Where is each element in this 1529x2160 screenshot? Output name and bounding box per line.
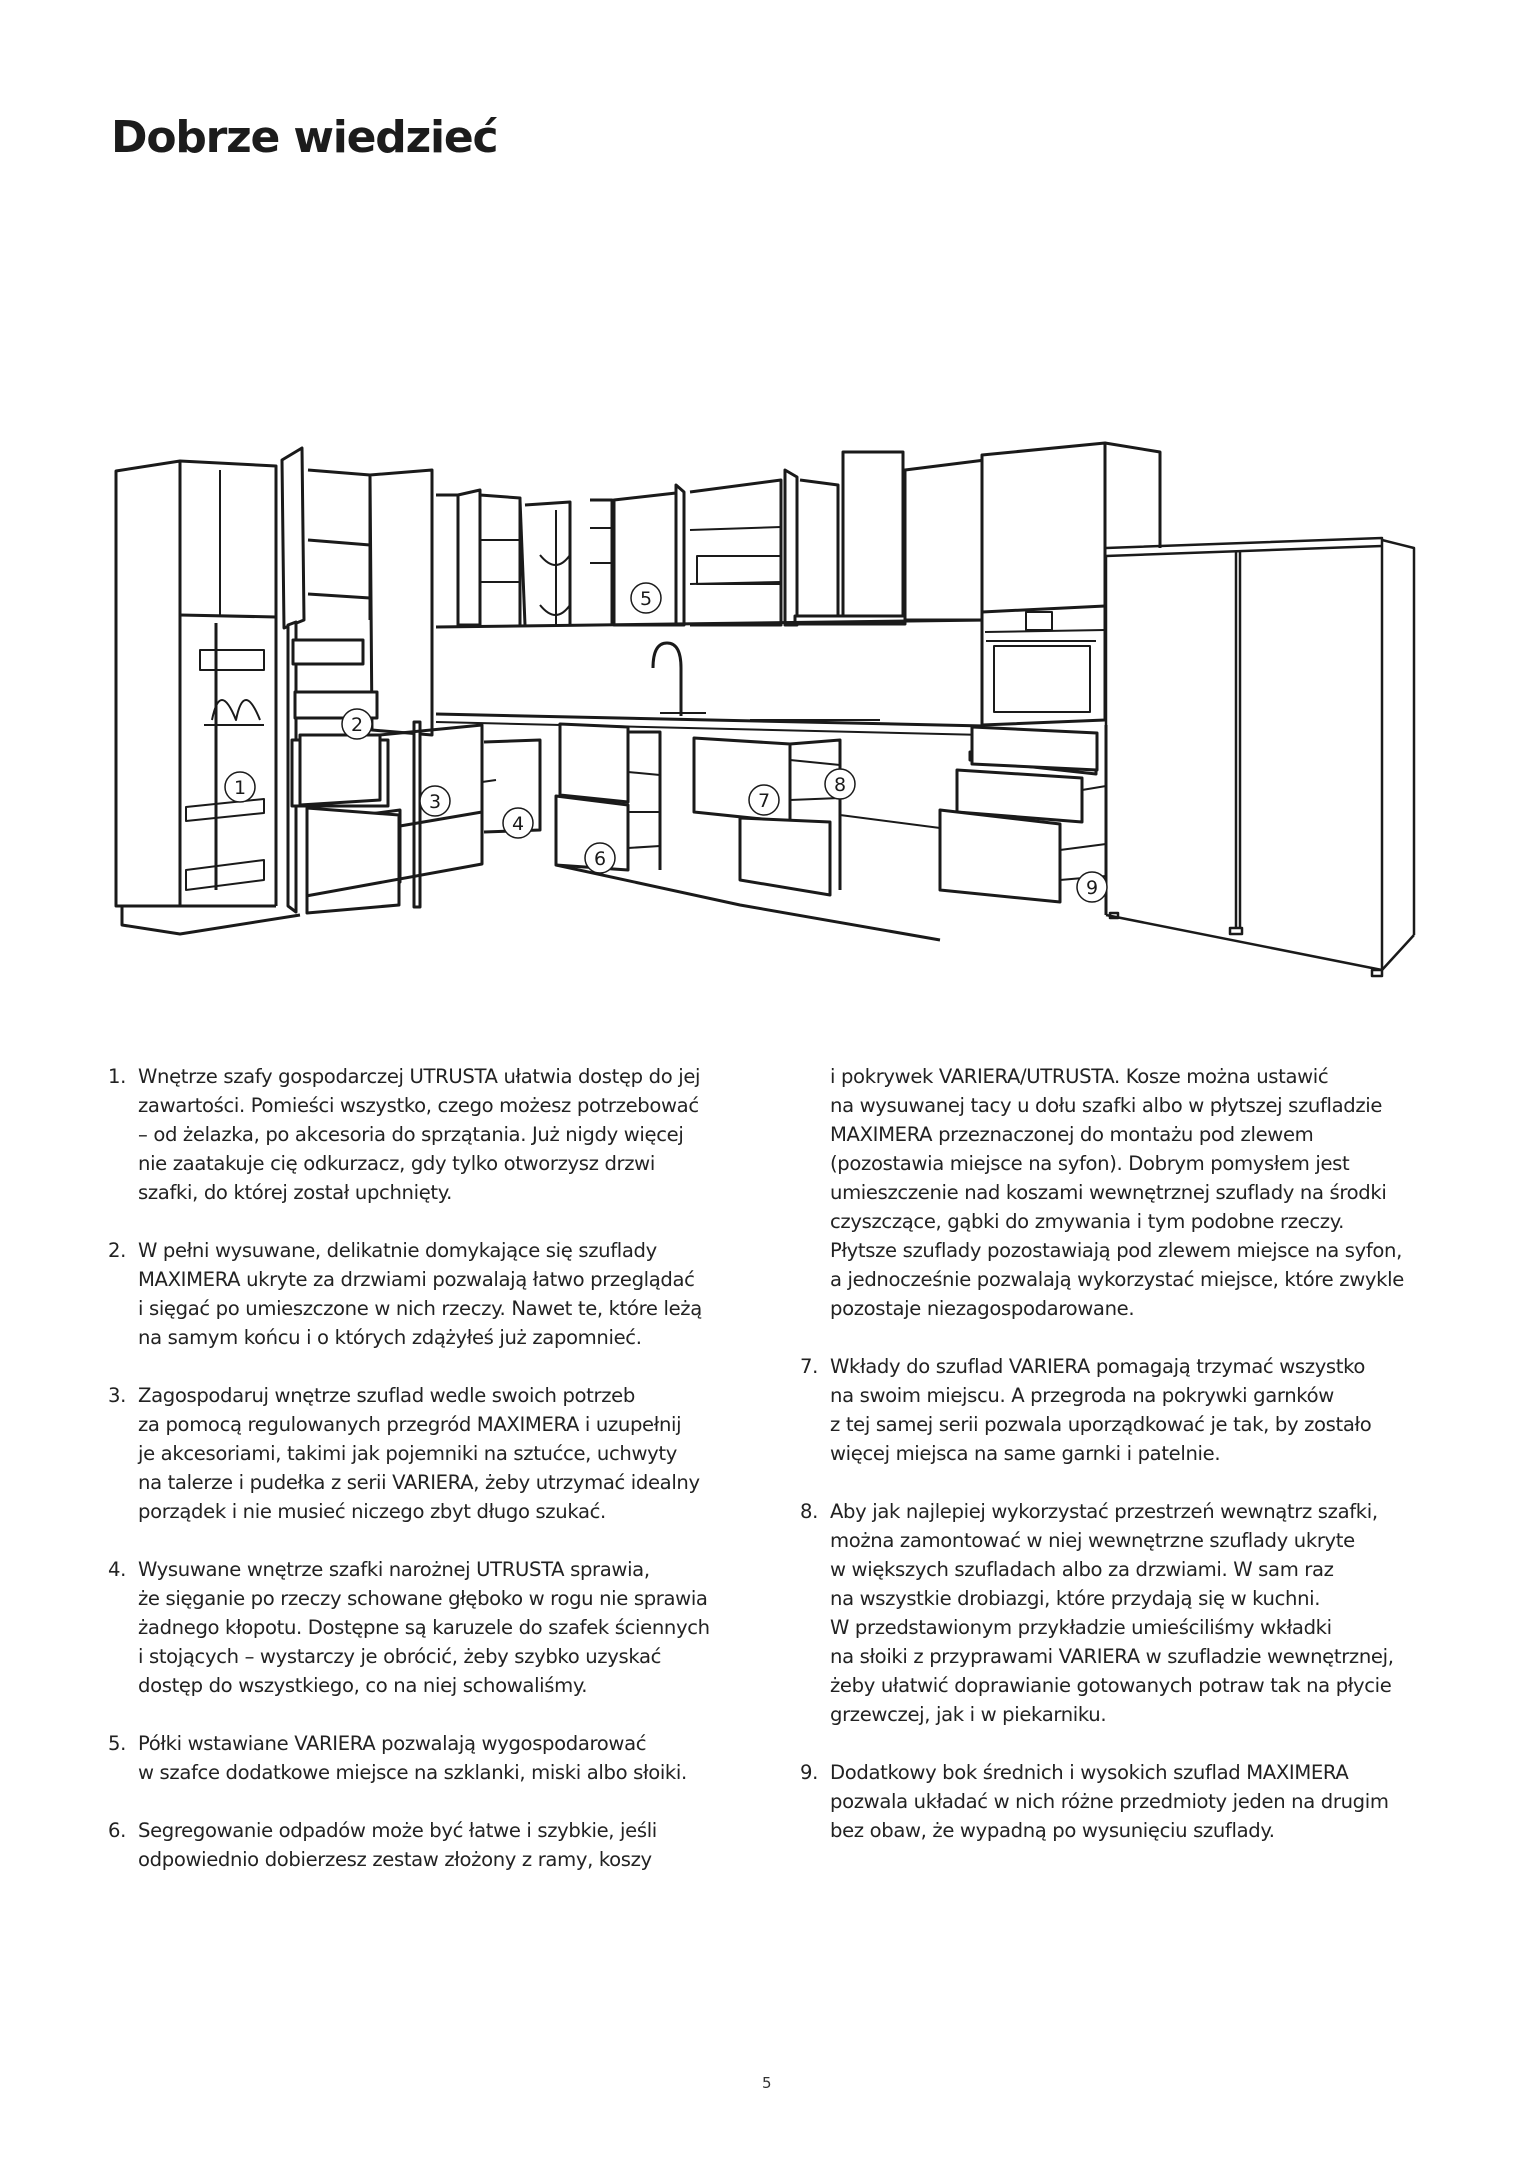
- list-item-7: [800, 1352, 1470, 1468]
- fridge: [1106, 538, 1414, 976]
- list-item-8: [800, 1497, 1470, 1729]
- svg-text:8: 8: [833, 774, 847, 796]
- text-column-right: [800, 1062, 1470, 1874]
- oven-tall-cabinet: [982, 443, 1160, 725]
- list-item-5: [108, 1729, 778, 1787]
- base-cabinets: [300, 722, 1106, 940]
- callout-7: [749, 785, 779, 815]
- tall-utility-cabinet: [116, 448, 304, 934]
- list-item-6: [108, 1816, 778, 1874]
- item-number: 7.: [800, 1355, 818, 1378]
- callout-3: [420, 786, 450, 816]
- item-number: 8.: [800, 1500, 818, 1523]
- list-item-9: [800, 1758, 1470, 1845]
- item-text: W pełni wysuwane, delikatnie domykające się szuflady MAXIMERA ukryte za drzwiami pozwalają łatwo przeglądać i sięgać po umieszczone w nich rzeczy. Nawet te, które leżą na samym końcu i o których zdążyłeś już zapomnieć.: [138, 1239, 702, 1349]
- wall-cabinets: [436, 452, 990, 627]
- item-number: 2.: [108, 1239, 126, 1262]
- item-text: Wysuwane wnętrze szafki narożnej UTRUSTA sprawia, że sięganie po rzeczy schowane głęboko w rogu nie sprawia żadnego kłopotu. Dostępne są karuzele do szafek ściennych i stojących – wystarczy je obrócić, żeby szybko uzyskać dostęp do wszystkiego, co na niej schowaliśmy.: [138, 1558, 710, 1697]
- item-number: 9.: [800, 1761, 818, 1784]
- item-text: Półki wstawiane VARIERA pozwalają wygospodarować w szafce dodatkowe miejsce na szklanki, miski albo słoiki.: [138, 1732, 687, 1784]
- item-text: Aby jak najlepiej wykorzystać przestrzeń wewnątrz szafki, można zamontować w niej wewnętrzne szuflady ukryte w większych szufladach albo za drzwiami. W sam raz na wszystkie drobiazgi, które przydają się w kuchni. W przedstawionym przykładzie umieściliśmy wkładki na słoiki z przyprawami VARIERA w szufladzie wewnętrznej, żeby ułatwić doprawianie gotowanych potraw tak na płycie grzewczej, jak i w piekarniku.: [830, 1500, 1394, 1726]
- item-text: i pokrywek VARIERA/UTRUSTA. Kosze można ustawić na wysuwanej tacy u dołu szafki albo w płytszej szufladzie MAXIMERA przeznaczonej do montażu pod zlewem (pozostawia miejsce na syfon). Dobrym pomysłem jest umieszczenie nad koszami wewnętrznej szuflady na środki czyszczące, gąbki do zmywania i tym podobne rzeczy. Płytsze szuflady pozostawiają pod zlewem miejsce na syfon, a jednocześnie pozwalają wykorzystać miejsce, które zwykle pozostaje niezagospodarowane.: [830, 1065, 1404, 1320]
- svg-text:2: 2: [350, 714, 364, 736]
- list-item-2: [108, 1236, 778, 1352]
- callout-5: [631, 583, 661, 613]
- callout-4: [503, 808, 533, 838]
- svg-text:7: 7: [757, 790, 771, 812]
- item-number: 3.: [108, 1384, 126, 1407]
- callout-1: [225, 772, 255, 802]
- list-item-4: [108, 1555, 778, 1700]
- callout-9: [1077, 872, 1107, 902]
- kitchen-illustration: [100, 430, 1440, 1010]
- svg-text:4: 4: [511, 813, 525, 835]
- callout-6: [585, 843, 615, 873]
- item-text: Segregowanie odpadów może być łatwe i szybkie, jeśli odpowiednio dobierzesz zestaw złożony z ramy, koszy: [138, 1819, 657, 1871]
- svg-text:3: 3: [428, 791, 442, 813]
- callout-2: [342, 709, 372, 739]
- list-item-3: [108, 1381, 778, 1526]
- item-number: 5.: [108, 1732, 126, 1755]
- svg-text:5: 5: [639, 588, 653, 610]
- item-text: Dodatkowy bok średnich i wysokich szuflad MAXIMERA pozwala układać w nich różne przedmioty jeden na drugim bez obaw, że wypadną po wysunięciu szuflady.: [830, 1761, 1389, 1842]
- item-text: Wnętrze szafy gospodarczej UTRUSTA ułatwia dostęp do jej zawartości. Pomieści wszystko, czego możesz potrzebować – od żelazka, po akcesoria do sprzątania. Już nigdy więcej nie zaatakuje cię odkurzacz, gdy tylko otworzysz drzwi szafki, do której został upchnięty.: [138, 1065, 701, 1204]
- list-item-6-continued: [800, 1062, 1470, 1323]
- svg-text:6: 6: [593, 848, 607, 870]
- item-text: Zagospodaruj wnętrze szuflad wedle swoich potrzeb za pomocą regulowanych przegród MAXIMERA i uzupełnij je akcesoriami, takimi jak pojemniki na sztućce, uchwyty na talerze i pudełka z serii VARIERA, żeby utrzymać idealny porządek i nie musieć niczego zbyt długo szukać.: [138, 1384, 700, 1523]
- item-number: 4.: [108, 1558, 126, 1581]
- list-item-1: [108, 1062, 778, 1207]
- item-number: 1.: [108, 1065, 126, 1088]
- svg-text:9: 9: [1085, 877, 1099, 899]
- text-column-left: [108, 1062, 778, 1903]
- countertop: [436, 643, 985, 735]
- page-title: Dobrze wiedzieć: [111, 112, 498, 163]
- item-text: Wkłady do szuflad VARIERA pomagają trzymać wszystko na swoim miejscu. A przegroda na pokrywki garnków z tej samej serii pozwala uporządkować je tak, by zostało więcej miejsca na same garnki i patelnie.: [830, 1355, 1372, 1465]
- svg-text:1: 1: [233, 777, 247, 799]
- item-number: 6.: [108, 1819, 126, 1842]
- callout-8: [825, 769, 855, 799]
- page-number: 5: [762, 2074, 772, 2092]
